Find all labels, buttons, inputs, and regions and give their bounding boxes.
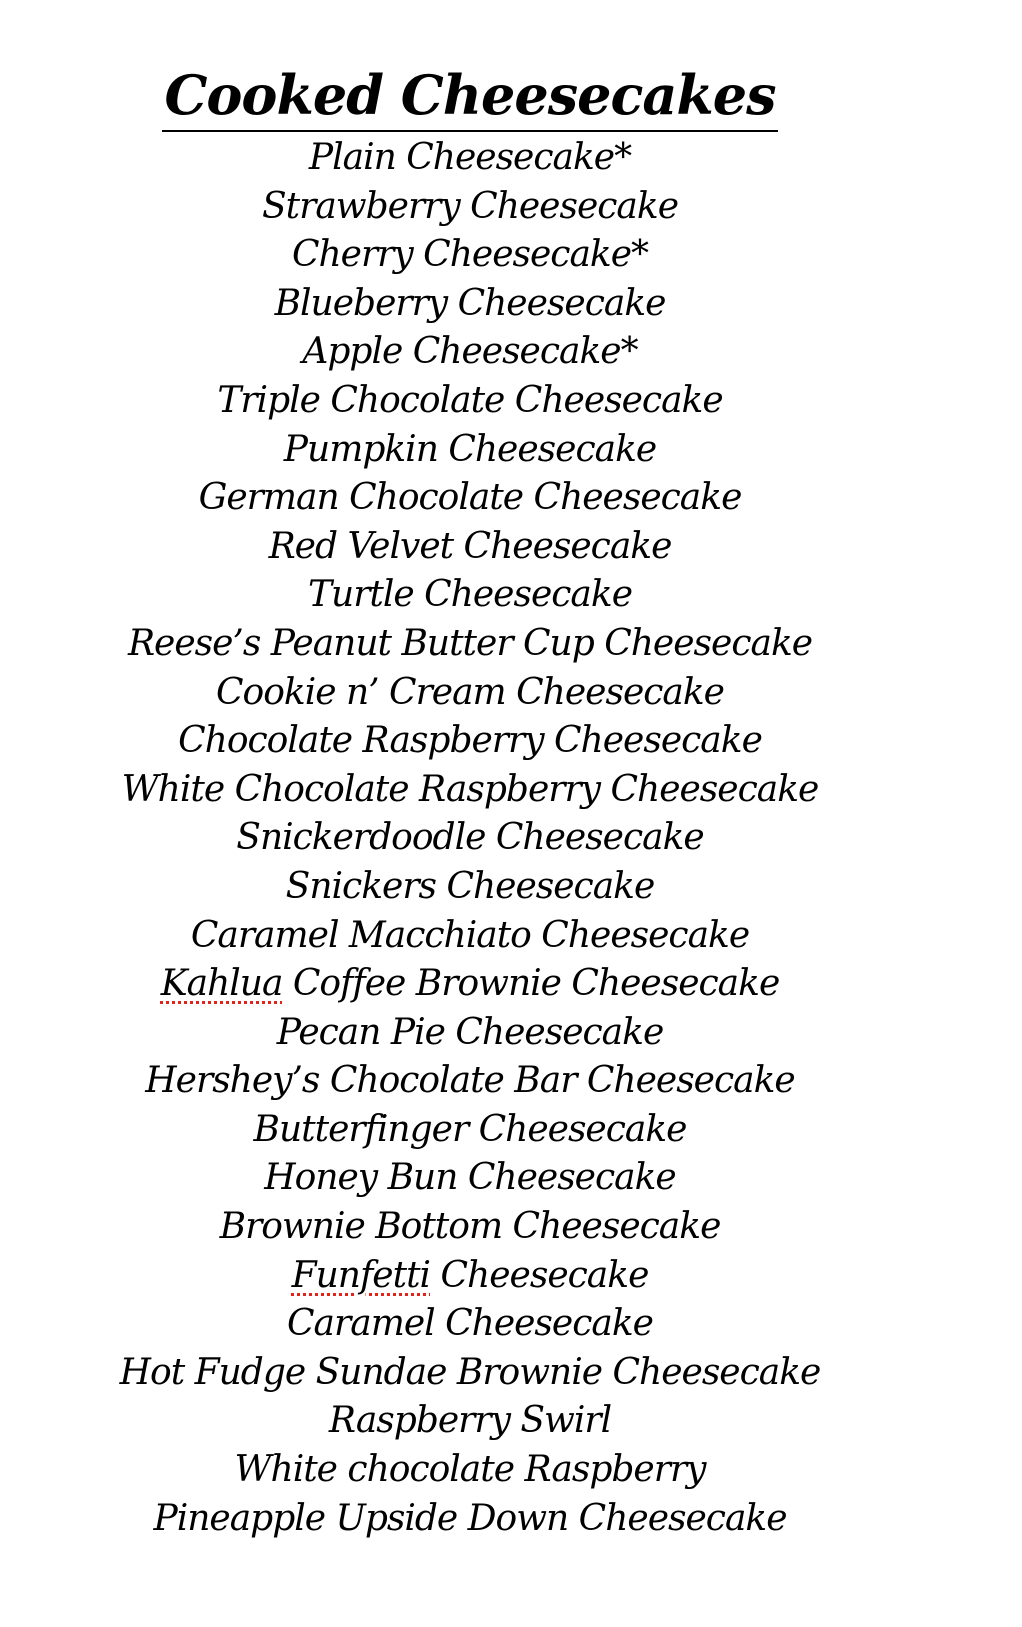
list-item [0,231,940,280]
list-item [0,1154,940,1203]
item-label: Turtle Cheesecake [308,574,632,616]
item-label: Plain Cheesecake* [308,137,632,178]
item-label: Pineapple Upside Down Cheesecake [153,1497,787,1539]
list-item [0,669,940,718]
list-item [0,1009,940,1058]
list-item [0,1057,940,1106]
item-label: Hot Fudge Sundae Brownie Cheesecake [119,1351,821,1393]
list-item [0,1446,940,1495]
list-item [0,717,940,766]
item-label: Blueberry Cheesecake [274,282,666,324]
item-label: Cookie n’ Cream Cheesecake [215,671,724,713]
item-label: Brownie Bottom Cheesecake [219,1206,721,1248]
list-item [0,1495,940,1544]
list-item [0,1397,940,1446]
page-title-text: Cooked Cheesecakes [162,62,777,132]
list-item [0,1203,940,1252]
list-item [0,377,940,426]
item-label: Chocolate Raspberry Cheesecake [178,720,762,762]
list-item [0,766,940,815]
item-label: Triple Chocolate Cheesecake [217,379,723,421]
item-label: Reese’s Peanut Butter Cup Cheesecake [127,622,813,664]
item-label: Strawberry Cheesecake [261,185,679,227]
item-label: White Chocolate Raspberry Cheesecake [121,768,819,810]
list-item [0,523,940,572]
spellcheck-flagged-word[interactable]: Funfetti [291,1254,431,1296]
list-item [0,1349,940,1398]
item-label: Snickerdoodle Cheesecake [236,817,704,859]
list-item [0,912,940,961]
item-label: Coffee Brownie Cheesecake [282,963,780,1005]
item-label: Hershey’s Chocolate Bar Cheesecake [145,1060,795,1102]
spellcheck-flagged-word[interactable]: Kahlua [160,963,283,1005]
item-label: Pecan Pie Cheesecake [276,1011,664,1053]
item-label: Pumpkin Cheesecake [283,428,657,470]
item-label: Raspberry Swirl [328,1400,612,1442]
item-label: Cherry Cheesecake* [291,234,649,276]
item-label: Apple Cheesecake* [302,331,638,373]
item-label: Honey Bun Cheesecake [264,1157,676,1199]
item-label: Caramel Macchiato Cheesecake [190,914,750,956]
list-item [0,814,940,863]
list-item [0,571,940,620]
list-item [0,280,940,329]
item-label: Cheesecake [430,1254,649,1296]
item-label: German Chocolate Cheesecake [198,477,742,519]
list-item [0,474,940,523]
list-item [0,960,940,1009]
list-item [0,426,940,475]
list-item [0,1252,940,1301]
list-item [0,1106,940,1155]
list-item [0,183,940,232]
item-label: Caramel Cheesecake [287,1303,653,1345]
item-label: Butterfinger Cheesecake [253,1108,687,1150]
cheesecake-list [0,134,940,1543]
page-title [0,58,940,132]
list-item [0,1300,940,1349]
item-label: White chocolate Raspberry [234,1449,706,1491]
item-label: Red Velvet Cheesecake [268,525,672,567]
list-item [0,620,940,669]
item-label: Snickers Cheesecake [285,865,655,907]
list-item [0,134,940,183]
list-item [0,863,940,912]
list-item [0,328,940,377]
